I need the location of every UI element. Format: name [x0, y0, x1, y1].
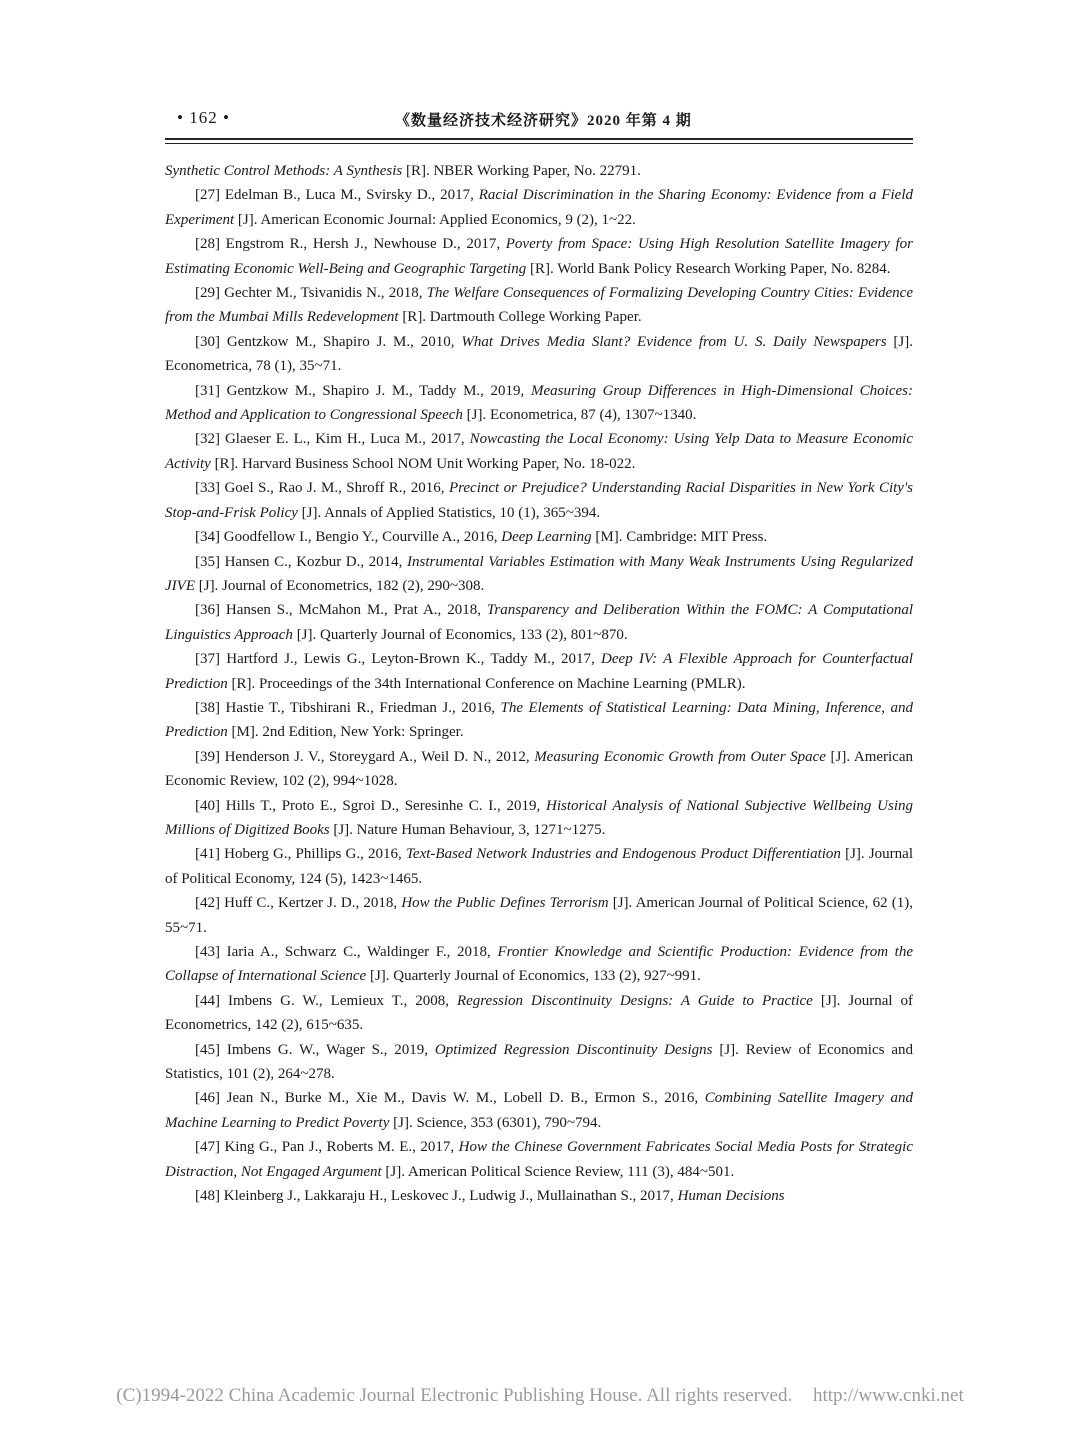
reference-authors: Kleinberg J., Lakkaraju H., Leskovec J., Ludwig J., Mullainathan S., 2017,	[220, 1188, 678, 1205]
reference-source: [M]. 2nd Edition, New York: Springer.	[227, 724, 464, 741]
reference-authors: Henderson J. V., Storeygard A., Weil D. N., 2012,	[220, 748, 535, 765]
reference-title: How the Chinese Government Fabricates Social Media Posts for Strategic Distraction, Not Engaged Argument	[165, 1139, 913, 1180]
reference-number: [41]	[195, 846, 220, 863]
reference-authors: Gentzkow M., Shapiro J. M., Taddy M., 2019,	[220, 382, 531, 399]
reference-authors: Imbens G. W., Lemieux T., 2008,	[220, 992, 457, 1009]
reference-source: [R]. World Bank Policy Research Working Paper, No. 8284.	[526, 260, 891, 277]
reference-authors: Goel S., Rao J. M., Shroff R., 2016,	[220, 480, 449, 497]
reference-authors: Gentzkow M., Shapiro J. M., 2010,	[220, 333, 462, 350]
reference-title: Historical Analysis of National Subjective Wellbeing Using Millions of Digitized Books	[165, 797, 913, 838]
reference-source: [J]. Journal of Econometrics, 142 (2), 615~635.	[165, 992, 914, 1034]
reference-source: [J]. Quarterly Journal of Economics, 133 (2), 801~870.	[292, 626, 628, 643]
reference-source: [J]. Econometrica, 78 (1), 35~71.	[165, 333, 914, 375]
reference-title: Human Decisions	[677, 1188, 785, 1205]
reference-authors: Hartford J., Lewis G., Leyton-Brown K., Taddy M., 2017,	[220, 651, 602, 668]
reference-title: Poverty from Space: Using High Resolution Satellite Imagery for Estimating Economic Well-Being and Geographic Targeting	[165, 236, 913, 277]
reference-item	[165, 525, 913, 549]
reference-source: [J]. American Economic Journal: Applied Economics, 9 (2), 1~22.	[234, 211, 636, 228]
header-rule-thin	[165, 143, 913, 144]
reference-authors: Goodfellow I., Bengio Y., Courville A., 2016,	[220, 529, 502, 546]
reference-title: Optimized Regression Discontinuity Designs	[434, 1041, 713, 1058]
reference-item	[165, 745, 913, 794]
reference-number: [34]	[195, 529, 220, 546]
reference-item	[165, 842, 913, 891]
reference-authors: Gechter M., Tsivanidis N., 2018,	[220, 285, 427, 302]
reference-authors: Hills T., Proto E., Sgroi D., Seresinhe C. I., 2019,	[220, 797, 547, 814]
reference-item	[165, 427, 913, 476]
reference-number: [46]	[195, 1090, 220, 1107]
reference-item	[165, 232, 913, 281]
reference-number: [32]	[195, 431, 220, 448]
reference-title: Measuring Group Differences in High-Dimensional Choices: Method and Application to Congressional Speech	[165, 382, 913, 424]
reference-title: Transparency and Deliberation Within the FOMC: A Computational Linguistics Approach	[165, 602, 913, 643]
reference-item	[165, 598, 913, 647]
reference-title: Instrumental Variables Estimation with Many Weak Instruments Using Regularized JIVE	[165, 553, 913, 594]
reference-source: [J]. Journal of Econometrics, 182 (2), 290~308.	[194, 577, 485, 594]
reference-number: [38]	[195, 699, 220, 716]
reference-number: [29]	[195, 285, 220, 302]
reference-source: [R]. NBER Working Paper, No. 22791.	[402, 163, 641, 179]
reference-number: [40]	[195, 797, 220, 814]
reference-authors: Imbens G. W., Wager S., 2019,	[220, 1041, 435, 1058]
reference-source: [J]. Science, 353 (6301), 790~794.	[389, 1114, 602, 1131]
reference-source: [J]. Econometrica, 87 (4), 1307~1340.	[462, 407, 697, 424]
reference-title: Deep IV: A Flexible Approach for Counterfactual Prediction	[165, 651, 913, 692]
reference-item	[165, 696, 913, 745]
reference-number: [31]	[195, 382, 220, 399]
footer-copyright: (C)1994-2022 China Academic Journal Electronic Publishing House. All rights reserved.	[116, 1385, 793, 1406]
reference-item	[165, 989, 913, 1038]
reference-authors: Hansen S., McMahon M., Prat A., 2018,	[220, 602, 487, 619]
reference-number: [33]	[195, 480, 220, 497]
footer	[0, 1385, 1080, 1407]
reference-title: Measuring Economic Growth from Outer Space	[534, 748, 826, 765]
reference-title: What Drives Media Slant? Evidence from U. S. Daily Newspapers	[461, 333, 887, 350]
reference-number: [39]	[195, 748, 220, 765]
reference-item	[165, 1086, 913, 1135]
reference-number: [28]	[195, 236, 220, 253]
reference-title: Text-Based Network Industries and Endogenous Product Differentiation	[405, 846, 841, 863]
reference-number: [48]	[195, 1188, 220, 1205]
reference-item	[165, 1038, 913, 1087]
reference-item	[165, 1184, 913, 1208]
reference-number: [43]	[195, 944, 220, 960]
reference-source: [J]. Annals of Applied Statistics, 10 (1), 365~394.	[297, 504, 601, 521]
reference-title: Synthetic Control Methods: A Synthesis	[165, 163, 403, 179]
reference-authors: Iaria A., Schwarz C., Waldinger F., 2018,	[220, 944, 498, 960]
reference-authors: Engstrom R., Hersh J., Newhouse D., 2017,	[220, 236, 506, 253]
reference-authors: Glaeser E. L., Kim H., Luca M., 2017,	[220, 431, 470, 448]
reference-title: Deep Learning	[501, 529, 592, 546]
reference-number: [36]	[195, 602, 220, 619]
reference-list	[165, 159, 913, 1208]
reference-title: Nowcasting the Local Economy: Using Yelp Data to Measure Economic Activity	[165, 431, 914, 472]
reference-title: Frontier Knowledge and Scientific Production: Evidence from the Collapse of International Science	[165, 944, 913, 985]
reference-authors: Edelman B., Luca M., Svirsky D., 2017,	[220, 187, 479, 204]
page-header	[165, 106, 913, 132]
reference-item	[165, 183, 913, 232]
reference-number: [42]	[195, 895, 220, 912]
reference-authors: Hansen C., Kozbur D., 2014,	[220, 553, 407, 570]
reference-source: [J]. American Political Science Review, 111 (3), 484~501.	[381, 1163, 735, 1180]
reference-title: Regression Discontinuity Designs: A Guide to Practice	[456, 992, 813, 1009]
reference-item	[165, 159, 913, 183]
reference-item	[165, 940, 913, 989]
reference-number: [27]	[195, 187, 220, 204]
reference-item	[165, 647, 913, 696]
reference-authors: King G., Pan J., Roberts M. E., 2017,	[220, 1139, 459, 1156]
reference-authors: Hastie T., Tibshirani R., Friedman J., 2016,	[220, 699, 501, 716]
reference-title: The Elements of Statistical Learning: Data Mining, Inference, and Prediction	[165, 699, 913, 741]
reference-item	[165, 891, 913, 940]
reference-item	[165, 379, 913, 428]
reference-title: The Welfare Consequences of Formalizing Developing Country Cities: Evidence from the Mumbai Mills Redevelopment	[165, 285, 913, 326]
reference-authors: Hoberg G., Phillips G., 2016,	[220, 846, 406, 863]
footer-url[interactable]: http://www.cnki.net	[812, 1385, 964, 1406]
reference-title: Racial Discrimination in the Sharing Economy: Evidence from a Field Experiment	[165, 187, 913, 228]
reference-title: Precinct or Prejudice? Understanding Racial Disparities in New York City's Stop-and-Frisk Policy	[165, 480, 913, 521]
reference-source: [J]. Review of Economics and Statistics, 101 (2), 264~278.	[165, 1041, 913, 1083]
page-number: • 162 •	[177, 108, 230, 127]
reference-authors: Jean N., Burke M., Xie M., Davis W. M., Lobell D. B., Ermon S., 2016,	[220, 1090, 705, 1107]
reference-source: [J]. Quarterly Journal of Economics, 133 (2), 927~991.	[366, 968, 701, 985]
reference-authors: Huff C., Kertzer J. D., 2018,	[220, 895, 402, 912]
reference-number: [37]	[195, 651, 220, 668]
reference-source: [J]. American Journal of Political Science, 62 (1), 55~71.	[165, 895, 913, 936]
reference-item	[165, 550, 913, 599]
reference-number: [44]	[195, 992, 220, 1009]
reference-title: How the Public Defines Terrorism	[401, 895, 609, 912]
reference-number: [45]	[195, 1041, 220, 1058]
reference-source: [R]. Proceedings of the 34th International Conference on Machine Learning (PMLR).	[227, 675, 746, 692]
reference-item	[165, 476, 913, 525]
header-rule-thick	[165, 138, 913, 140]
reference-number: [30]	[195, 333, 220, 350]
reference-source: [R]. Dartmouth College Working Paper.	[398, 309, 642, 326]
reference-number: [35]	[195, 553, 220, 570]
reference-item	[165, 1135, 913, 1184]
reference-source: [M]. Cambridge: MIT Press.	[591, 529, 768, 546]
reference-source: [J]. Nature Human Behaviour, 3, 1271~1275.	[329, 821, 606, 838]
journal-title: 《数量经济技术经济研究》2020 年第 4 期	[395, 113, 692, 129]
reference-source: [J]. Journal of Political Economy, 124 (5), 1423~1465.	[165, 846, 913, 887]
reference-source: [J]. American Economic Review, 102 (2), 994~1028.	[165, 748, 914, 790]
reference-number: [47]	[195, 1139, 220, 1156]
reference-item	[165, 330, 913, 379]
reference-title: Combining Satellite Imagery and Machine Learning to Predict Poverty	[165, 1090, 913, 1131]
reference-item	[165, 794, 913, 843]
reference-item	[165, 281, 913, 330]
reference-source: [R]. Harvard Business School NOM Unit Working Paper, No. 18-022.	[210, 455, 636, 472]
